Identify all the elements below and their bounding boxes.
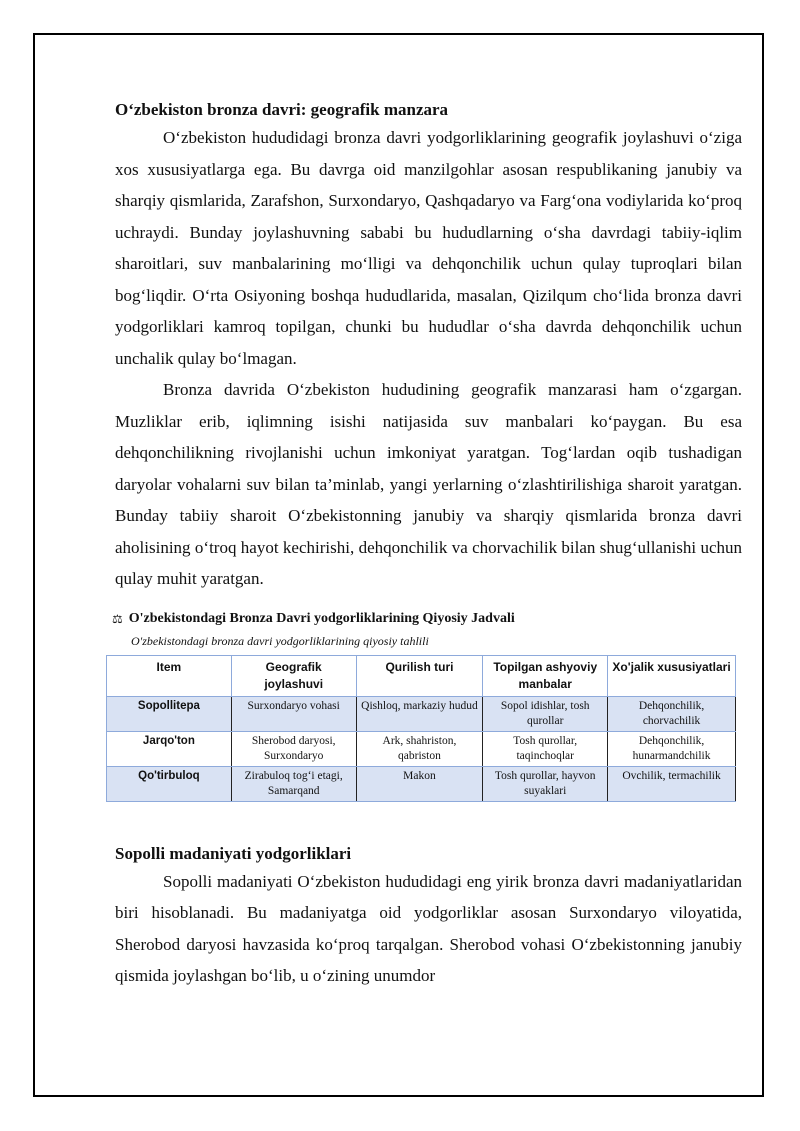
table-subtitle: O'zbekistondagi bronza davri yodgorliklarining qiyosiy tahlili — [131, 633, 429, 648]
table-cell: Surxondaryo vohasi — [231, 696, 356, 731]
table-cell: Makon — [356, 766, 483, 801]
table-title — [112, 609, 742, 629]
table-cell: Tosh qurollar, taqinchoqlar — [483, 731, 608, 766]
table-header-row — [107, 655, 736, 696]
table-row — [107, 766, 736, 801]
table-cell: Dehqonchilik, chorvachilik — [608, 696, 736, 731]
section-heading-sopolli: Sopolli madaniyati yodgorliklari — [115, 843, 352, 863]
table-cell: Sopol idishlar, tosh qurollar — [483, 696, 608, 731]
section-heading-geography: O‘zbekiston bronza davri: geografik manzara — [115, 100, 449, 119]
table-cell: Dehqonchilik, hunarmandchilik — [608, 731, 736, 766]
table-row-label: Qo'tirbuloq — [107, 766, 232, 801]
table-row-label: Sopollitepa — [107, 696, 232, 731]
table-header-cell: Xo'jalik xususiyatlari — [608, 655, 736, 696]
table-header-cell: Item — [107, 655, 232, 696]
paragraph-1: O‘zbekiston hududidagi bronza davri yodgorliklarining geografik joylashuvi o‘ziga xos xususiyatlarga ega. Bu davrga oid manzilgohlar asosan respublikaning janubiy va sharqiy qismlarida, Zarafshon, Surxondaryo, Qashqadaryo va Farg‘ona vodiylarida ko‘proq uchraydi. Bunday joylashuvning sababi bu hududlarning o‘sha davrdagi tabiiy-iqlim sharoitlari, suv manbalarining mo‘lligi va dehqonchilik uchun qulay tuproqlari bilan bog‘liqdir. O‘rta Osiyoning boshqa hududlarida, masalan, Qizilqum cho‘lida bronza davri yodgorliklari kamroq topilgan, chunki bu hududlar o‘sha davrda dehqonchilik uchun unchalik qulay bo‘lmagan. — [115, 128, 742, 368]
table-cell: Tosh qurollar, hayvon suyaklari — [483, 766, 608, 801]
comparison-table — [106, 655, 736, 802]
table-cell: Ark, shahriston, qabriston — [356, 731, 483, 766]
paragraph-3: Sopolli madaniyati O‘zbekiston hududidagi eng yirik bronza davri madaniyatlaridan biri hisoblanadi. Bu madaniyatga oid yodgorliklar asosan Surxondaryo viloyatida, Sherobod daryosi havzasida ko‘proq tarqalgan. Sherobod vohasi O‘zbekistonning janubiy qismida joylashgan bo‘lib, u o‘zining unumdor — [115, 871, 742, 985]
table-header-cell: Topilgan ashyoviy manbalar — [483, 655, 608, 696]
table-cell: Qishloq, markaziy hudud — [356, 696, 483, 731]
table-row — [107, 731, 736, 766]
table-header-cell: Geografik joylashuvi — [231, 655, 356, 696]
document-body — [112, 98, 742, 992]
table-header-cell: Qurilish turi — [356, 655, 483, 696]
scales-icon: ⚖ — [112, 611, 123, 626]
table-row — [107, 696, 736, 731]
table-cell: Ovchilik, termachilik — [608, 766, 736, 801]
table-row-label: Jarqo'ton — [107, 731, 232, 766]
table-cell: Zirabuloq tog‘i etagi, Samarqand — [231, 766, 356, 801]
table-cell: Sherobod daryosi, Surxondaryo — [231, 731, 356, 766]
table-title-text: O'zbekistondagi Bronza Davri yodgorliklarining Qiyosiy Jadvali — [128, 610, 515, 626]
paragraph-2: Bronza davrida O‘zbekiston hududining geografik manzarasi ham o‘zgargan. Muzliklar erib, iqlimning isishi natijasida suv manbalari ko‘paygan. Bu esa dehqonchilikning rivojlanishi uchun imkoniyat yaratgan. Tog‘lardan oqib tushadigan daryolar vohalarni suv bilan ta’minlab, yangi yerlarning o‘zlashtirilishiga sharoit yaratgan. Bunday tabiiy sharoit O‘zbekistonning janubiy va sharqiy qismlarida bronza davri aholisining o‘troq hayot kechirishi, dehqonchilik va chorvachilik bilan shug‘ullanishi uchun qulay muhit yaratgan. — [115, 380, 742, 588]
